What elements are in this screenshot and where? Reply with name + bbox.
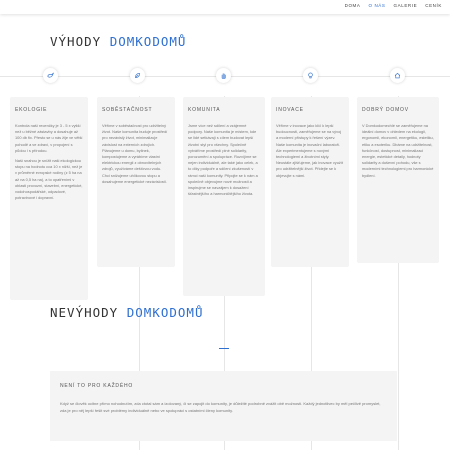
bulb-icon — [303, 68, 318, 83]
disadvantages-heading-plain: NEVÝHODY — [50, 305, 119, 320]
bird-icon — [43, 68, 58, 83]
card-text: Jsme více než sdílení a vzájemné podpory. Naše komunita je místem, kde se lidé setkávají s cílem budovat lepší životní styl pro všechny. Společně vytváříme prostředí plné solidarity, porozumění a spolupráce. Rozvíjíme se nejen individuálně, ale také jako celek, a to díky podpoře a sdílení zkušeností v rámci naší komunity. Připojte se k nám a společně objevujme nové možnosti a inspirujme se navzájem k dosažení šťastnějšího a harmoničtějšího života. — [188, 123, 258, 197]
advantages-heading-highlight: DOMKODOMŮ — [109, 34, 187, 49]
card-text: V Domkodomechlé se zaměřujeme na ideální domov v ohledem na ekologii, ergonomii, ekonomii, energetiku, estetiku, etiku a esoteriku. Dbáme na udržitelnost, funkčnost, dostupnost, minimalizaci energie, estetické detaily, hodnoty solidarity a duševní pohodu, vše s moderními technologiemi pro harmonické bydlení. — [362, 123, 434, 178]
main-nav — [345, 3, 442, 8]
card-ekologie — [10, 97, 88, 300]
advantages-heading — [50, 34, 186, 49]
hand-icon — [216, 68, 231, 83]
card-title: SOBĚSTAČNOST — [102, 107, 153, 113]
disadvantages-heading-highlight: DOMKODOMŮ — [126, 305, 204, 320]
disadvantages-heading — [50, 305, 203, 320]
card-inovace — [271, 97, 349, 267]
home-icon — [390, 68, 405, 83]
card-komunita — [183, 97, 265, 296]
card-text: Věříme v inovace jako klíč k lepší budoucnosti, zaměřujeme se na vývoj a moderní přístupy k řešení výzev. Naše komunita je inovační laboratoří. Ale experimentujeme s novými technologiemi a životními styly. Neustále zjišťujeme, jak inovace využít pro udržitelnější život. Přidejte se k objevujte s námi. — [276, 123, 343, 178]
icon-timeline — [0, 66, 450, 96]
advantages-heading-plain: VÝHODY — [50, 34, 102, 49]
leaf-icon — [130, 68, 145, 83]
card-dobry-domov — [357, 97, 439, 263]
card-text: Kontrola naší recenčky je 3 - 5 x vyšší než u běžné zástavby a dosahuje až 100 db fix. Přesto se u nás žije ve větší pohodě a ve zdraví, v propojení s půdou i s přírodou. — [15, 123, 83, 153]
panel-text: Když se člověk ocitne přímo nohodnutím, zda ctotal sám a izolovaný, či se zapojit do komunity, je důležité podrobně zvážit obě možnosti. Každý jednotlivec by měl pečlivě promyslet, zda je pro něj lepší řešit své problémy individuálně nebo ve spolupráci s ostatními členy komunity. — [60, 401, 381, 413]
panel-title: NENÍ TO PRO KAŽDÉHO — [60, 383, 134, 389]
nav-item-galerie[interactable]: GALERIE — [393, 3, 418, 8]
card-text: Věříme v soběstačnost pro udržitelný život. Naše komunita buduje prostředí pro nezávislý život, minimalizuje závislost na externích zdrojích. Plánujeme u domu, bylinek, kompostujeme a vyrábíme vlastní elektrickou energii z obnovitelných zdrojů, využíváme dešťovou vodu. Chci snižujeme uhlíkovou stopu a dosahujeme energetické nezávislosti. — [102, 123, 168, 184]
card-title: KOMUNITA — [188, 107, 221, 113]
section-divider-dash — [219, 348, 229, 349]
nav-item-cenik[interactable]: CENÍK — [425, 3, 442, 8]
card-text: Naší snahou je snížit naši ekologickou stopu na hodnotu cca 10 x nižší, než je v průměrné evropské rodiny (z 5 ha na až na 0,5 ha na), a to opatřeními v oblasti provozní, stavební, energetické, vodohospodářské, odpadové, potravinové i dopravní. — [15, 158, 83, 201]
card-title: INOVACE — [276, 107, 304, 113]
nav-item-o-nas[interactable]: O NÁS — [368, 3, 386, 8]
card-sobestacnost — [97, 97, 175, 267]
nav-item-doma[interactable]: DOMA — [344, 3, 361, 8]
card-title: DOBRÝ DOMOV — [362, 107, 409, 113]
card-title: EKOLOGIE — [15, 107, 48, 113]
not-for-everyone-panel — [50, 371, 397, 441]
top-navigation-bar — [0, 0, 450, 14]
